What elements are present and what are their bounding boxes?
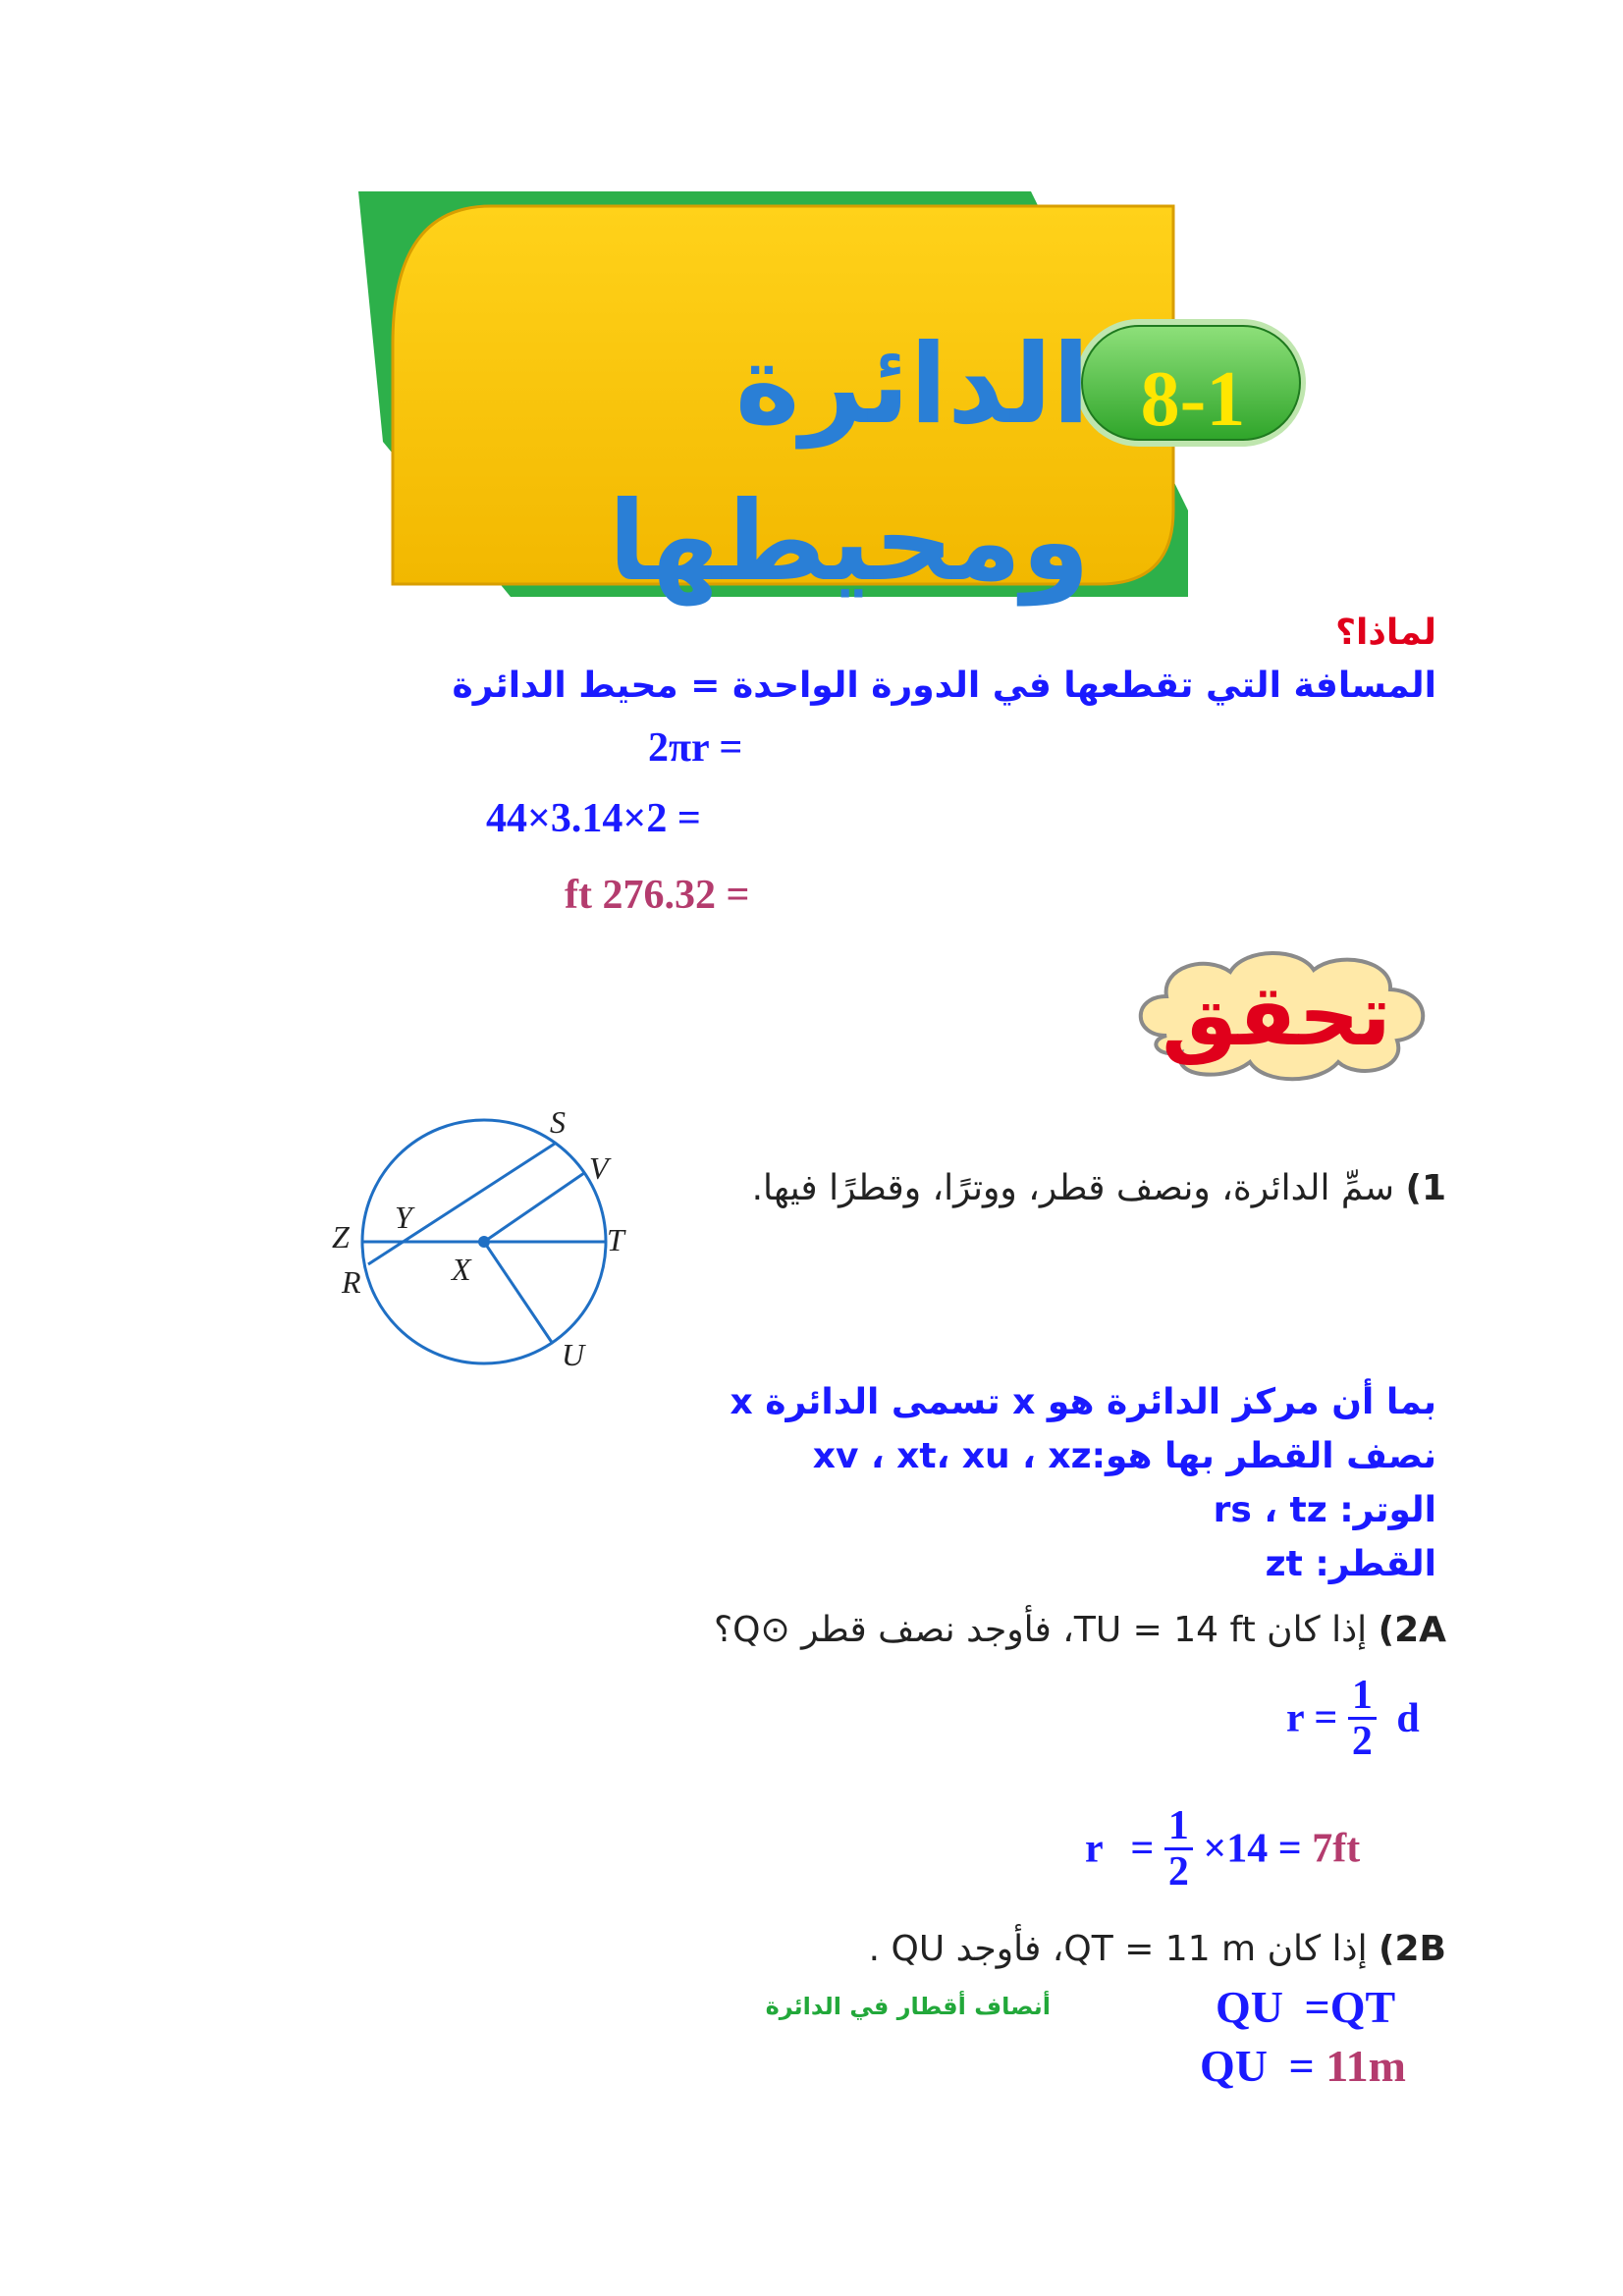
label-T: T: [607, 1222, 624, 1257]
q2b-eq2-result: 11m: [1325, 2041, 1406, 2091]
q2b-note: أنصاف أقطار في الدائرة: [765, 1993, 1051, 2020]
label-U: U: [562, 1337, 585, 1372]
q2a-eq1: [1286, 1674, 1420, 1763]
q2a-eq2-fraction: [1164, 1804, 1193, 1894]
q1-answer-center: بما أن مركز الدائرة هو x تسمى الدائرة x: [730, 1382, 1436, 1422]
lesson-number: 8-1: [1140, 356, 1246, 443]
q2a-text: إذا كان TU = 14 ft، فأوجد نصف قطر ⊙Q؟: [714, 1610, 1368, 1650]
q2b-eq2: [1200, 2040, 1406, 2092]
lesson-title: الدائرة ومحيطها: [608, 321, 1090, 606]
label-V: V: [589, 1150, 609, 1186]
label-Z: Z: [332, 1219, 350, 1255]
circle-diagram: [314, 1099, 648, 1374]
why-heading: لماذا؟: [1335, 613, 1436, 653]
q2a-eq2-left: r =: [1085, 1826, 1155, 1872]
q1-answer-chord: الوتر: rs ، tz: [1213, 1490, 1436, 1530]
q2b-row: [869, 1929, 1446, 1969]
circle-figure: [314, 1099, 648, 1374]
q2a-eq2: [1085, 1804, 1360, 1894]
why-formula2: 44×3.14×2 =: [486, 796, 701, 841]
why-formula1: 2πr =: [648, 725, 743, 771]
q1-answer-diameter: القطر: zt: [1265, 1544, 1436, 1584]
q2b-text: إذا كان QT = 11 m، فأوجد QU .: [868, 1929, 1368, 1969]
q2a-eq2-num: 1: [1164, 1804, 1193, 1850]
q2a-eq1-right: d: [1396, 1695, 1420, 1741]
label-Y: Y: [395, 1200, 412, 1235]
q2b-eq2-left: QU =: [1200, 2041, 1315, 2091]
q1-row: [752, 1168, 1446, 1208]
q1-answer-radius: نصف القطر بها هو:xv ، xt، xu ، xz: [812, 1436, 1436, 1476]
q2a-eq1-fraction: [1348, 1674, 1377, 1763]
q1-text: سمِّ الدائرة، ونصف قطر، ووترًا، وقطرًا فيها.: [751, 1168, 1395, 1208]
q2a-eq2-den: 2: [1167, 1849, 1189, 1896]
label-X: X: [452, 1252, 471, 1287]
label-R: R: [342, 1264, 361, 1300]
why-formula3: ft 276.32 =: [565, 873, 750, 918]
why-line1: المسافة التي تقطعها في الدورة الواحدة = محيط الدائرة: [452, 666, 1436, 706]
q2a-eq2-mid: ×14 =: [1203, 1826, 1302, 1872]
q2a-number: 2A): [1378, 1610, 1446, 1650]
q2a-eq1-den: 2: [1351, 1719, 1373, 1765]
q2b-eq1: QU =QT: [1216, 1982, 1396, 2032]
q1-number: 1): [1405, 1168, 1446, 1208]
label-S: S: [550, 1104, 566, 1140]
q2b-number: 2B): [1379, 1929, 1446, 1969]
q2a-eq2-result: 7ft: [1312, 1826, 1361, 1872]
q2a-row: [714, 1610, 1446, 1650]
q2a-eq1-left: r =: [1286, 1695, 1338, 1741]
q2a-eq1-num: 1: [1348, 1674, 1377, 1720]
check-label: تحقق: [1162, 967, 1391, 1065]
